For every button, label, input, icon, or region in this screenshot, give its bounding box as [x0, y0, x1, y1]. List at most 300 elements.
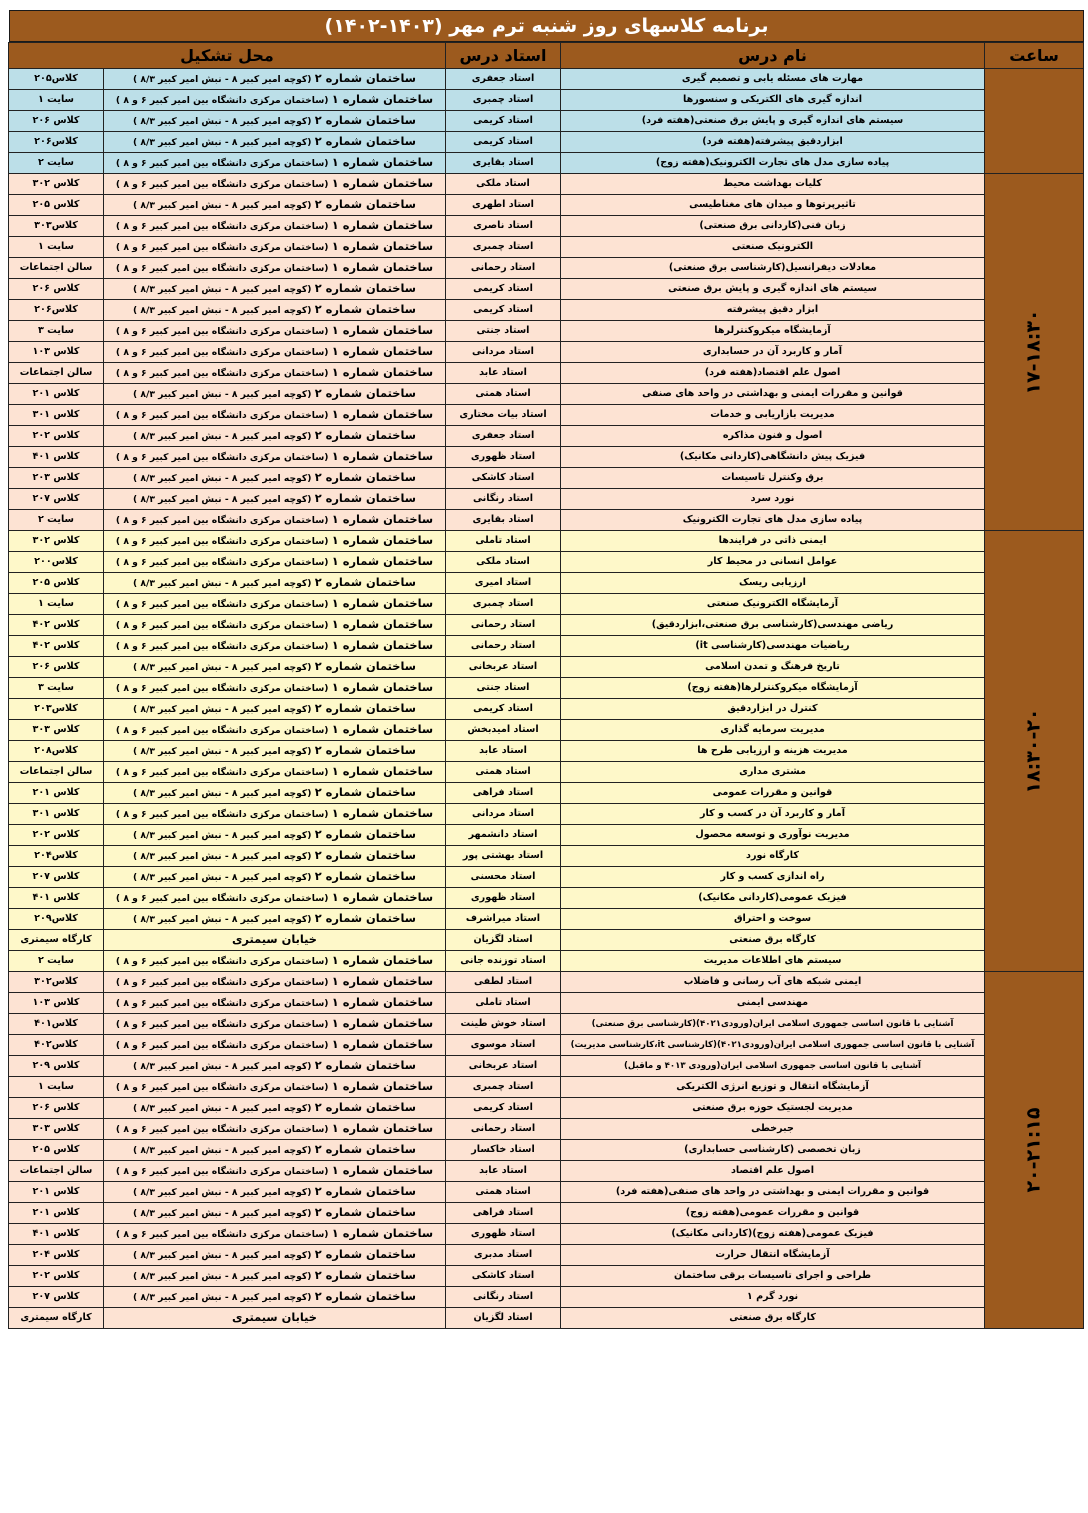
building-address: (ساختمان مرکزی دانشگاه بین امیر کبیر ۶ و ۸ ) — [115, 263, 329, 274]
location-cell — [104, 1161, 446, 1182]
building-name: ساختمان شماره ۱ — [331, 680, 434, 694]
teacher-name: استاد رحمانی — [446, 636, 561, 657]
time-slot — [985, 174, 1084, 531]
building-address: (ساختمان مرکزی دانشگاه بین امیر کبیر ۶ و ۸ ) — [115, 1019, 329, 1030]
room-name: کلاس ۴۰۱ — [8, 888, 103, 909]
course-name: فیزیک عمومی(هفته زوج)(کاردانی مکانیک) — [561, 1224, 985, 1245]
building-name: ساختمان شماره ۱ — [331, 806, 434, 820]
time-slot-label: ۲۰-۲۱:۱۵ — [1022, 1107, 1045, 1193]
header-time: ساعت — [985, 43, 1084, 69]
teacher-name: استاد همتی — [446, 384, 561, 405]
building-address: (ساختمان مرکزی دانشگاه بین امیر کبیر ۶ و ۸ ) — [115, 809, 329, 820]
room-name: کلاس ۲۰۶ — [8, 1098, 103, 1119]
location-cell — [104, 699, 446, 720]
building-name: ساختمان شماره ۱ — [331, 218, 434, 232]
location-cell — [104, 342, 446, 363]
teacher-name: استاد کریمی — [446, 300, 561, 321]
course-name: آشنایی با قانون اساسی جمهوری اسلامی ایران(ورودی۴۰۲۱)(کارشناسی it،کارشناسی مدیریت) — [561, 1035, 985, 1056]
room-name: کلاس ۱۰۳ — [8, 342, 103, 363]
building-address: (کوچه امیر کبیر ۸ - نبش امیر کبیر ۸/۳ ) — [132, 473, 312, 484]
location-cell — [104, 888, 446, 909]
teacher-name: استاد کریمی — [446, 279, 561, 300]
table-row — [8, 993, 1083, 1014]
location-cell — [104, 1014, 446, 1035]
building-address: (کوچه امیر کبیر ۸ - نبش امیر کبیر ۸/۳ ) — [132, 1271, 312, 1282]
course-name: آزمایشگاه انتقال و توزیع انرژی الکتریکی — [561, 1077, 985, 1098]
teacher-name: استاد رحمانی — [446, 615, 561, 636]
location-cell — [104, 132, 446, 153]
table-row — [8, 657, 1083, 678]
location-cell — [104, 552, 446, 573]
teacher-name: استاد بیات مختاری — [446, 405, 561, 426]
room-name: کلاس ۲۰۹ — [8, 1056, 103, 1077]
table-row — [8, 384, 1083, 405]
teacher-name: استاد دانشمهر — [446, 825, 561, 846]
table-row — [8, 951, 1083, 972]
course-name: قوانین و مقررات ایمنی و بهداشتی در واحد های صنفی(هفته فرد) — [561, 1182, 985, 1203]
teacher-name: استاد کریمی — [446, 1098, 561, 1119]
table-row — [8, 636, 1083, 657]
teacher-name: استاد چمبری — [446, 594, 561, 615]
teacher-name: استاد اطهری — [446, 195, 561, 216]
table-row — [8, 132, 1083, 153]
course-name: اندازه گیری های الکتریکی و سنسورها — [561, 90, 985, 111]
room-name: کارگاه سیمتری — [8, 1308, 103, 1329]
table-row — [8, 1056, 1083, 1077]
course-name: آشنایی با قانون اساسی جمهوری اسلامی ایران(ورودی۴۰۲۱)(کارشناسی برق صنعتی) — [561, 1014, 985, 1035]
schedule-body — [8, 69, 1083, 1329]
table-row — [8, 720, 1083, 741]
building-address: (کوچه امیر کبیر ۸ - نبش امیر کبیر ۸/۳ ) — [132, 431, 312, 442]
course-name: آزمایشگاه انتقال حرارت — [561, 1245, 985, 1266]
course-name: اصول علم اقتصاد — [561, 1161, 985, 1182]
location-cell — [104, 846, 446, 867]
table-row — [8, 321, 1083, 342]
course-name: ابزار دقیق پیشرفته — [561, 300, 985, 321]
teacher-name: استاد موسوی — [446, 1035, 561, 1056]
course-name: طراحی و اجرای تاسیسات برقی ساختمان — [561, 1266, 985, 1287]
table-row — [8, 1119, 1083, 1140]
teacher-name: استاد کاشکی — [446, 468, 561, 489]
course-name: آزمایشگاه الکترونیک صنعتی — [561, 594, 985, 615]
teacher-name: استاد امیری — [446, 573, 561, 594]
table-row — [8, 510, 1083, 531]
room-name: سایت ۱ — [8, 237, 103, 258]
building-name: ساختمان شماره ۲ — [314, 1289, 416, 1303]
room-name: کلاس ۲۰۷ — [8, 867, 103, 888]
room-name: کلاس ۱۰۳ — [8, 993, 103, 1014]
room-name: سایت ۳ — [8, 678, 103, 699]
room-name: کلاس ۲۰۴ — [8, 1245, 103, 1266]
room-name: سایت ۱ — [8, 90, 103, 111]
building-name: ساختمان شماره ۲ — [314, 281, 416, 295]
building-address: (ساختمان مرکزی دانشگاه بین امیر کبیر ۶ و ۸ ) — [115, 683, 329, 694]
room-name: کلاس ۲۰۶ — [8, 111, 103, 132]
room-name: کلاس ۴۰۲ — [8, 615, 103, 636]
table-row — [8, 363, 1083, 384]
table-row — [8, 531, 1083, 552]
building-name: ساختمان شماره ۲ — [314, 302, 416, 316]
building-address: (ساختمان مرکزی دانشگاه بین امیر کبیر ۶ و ۸ ) — [115, 410, 329, 421]
time-slot — [985, 972, 1084, 1329]
location-cell — [104, 1182, 446, 1203]
room-name: کلاس ۳۰۳ — [8, 720, 103, 741]
course-name: کنترل در ابزاردقیق — [561, 699, 985, 720]
building-address: (کوچه امیر کبیر ۸ - نبش امیر کبیر ۸/۳ ) — [132, 1103, 312, 1114]
building-name: ساختمان شماره ۱ — [331, 617, 434, 631]
building-address: (کوچه امیر کبیر ۸ - نبش امیر کبیر ۸/۳ ) — [132, 1292, 312, 1303]
location-cell — [104, 426, 446, 447]
course-name: برق وکنترل تاسیسات — [561, 468, 985, 489]
location-cell — [104, 783, 446, 804]
location-cell — [104, 741, 446, 762]
teacher-name: استاد عابد — [446, 741, 561, 762]
teacher-name: استاد ظهوری — [446, 888, 561, 909]
table-row — [8, 972, 1083, 993]
building-name: خیابان سیمتری — [231, 1310, 318, 1324]
table-row — [8, 1266, 1083, 1287]
building-name: ساختمان شماره ۲ — [314, 785, 416, 799]
building-address: (ساختمان مرکزی دانشگاه بین امیر کبیر ۶ و ۸ ) — [115, 1082, 329, 1093]
building-address: (ساختمان مرکزی دانشگاه بین امیر کبیر ۶ و ۸ ) — [115, 515, 329, 526]
room-name: کلاس ۳۰۱ — [8, 804, 103, 825]
course-name: الکترونیک صنعتی — [561, 237, 985, 258]
table-row — [8, 174, 1083, 195]
location-cell — [104, 636, 446, 657]
teacher-name: استاد همتی — [446, 762, 561, 783]
building-name: ساختمان شماره ۱ — [331, 239, 434, 253]
course-name: راه اندازی کسب و کار — [561, 867, 985, 888]
location-cell — [104, 300, 446, 321]
table-row — [8, 1098, 1083, 1119]
building-address: (کوچه امیر کبیر ۸ - نبش امیر کبیر ۸/۳ ) — [132, 74, 312, 85]
building-address: (کوچه امیر کبیر ۸ - نبش امیر کبیر ۸/۳ ) — [132, 914, 312, 925]
location-cell — [104, 594, 446, 615]
table-row — [8, 300, 1083, 321]
table-row — [8, 867, 1083, 888]
room-name: سایت ۲ — [8, 510, 103, 531]
building-name: ساختمان شماره ۱ — [331, 1037, 434, 1051]
building-address: (ساختمان مرکزی دانشگاه بین امیر کبیر ۶ و ۸ ) — [115, 452, 329, 463]
schedule-sheet — [9, 10, 1084, 1329]
course-name: آمار و کاربرد آن در حسابداری — [561, 342, 985, 363]
time-slot-label: ۱۷-۱۸:۳۰ — [1022, 309, 1045, 395]
location-cell — [104, 237, 446, 258]
room-name: کلاس ۲۰۲ — [8, 825, 103, 846]
table-row — [8, 195, 1083, 216]
table-row — [8, 552, 1083, 573]
room-name: کلاس۲۰۰ — [8, 552, 103, 573]
table-row — [8, 69, 1083, 90]
room-name: کلاس ۴۰۲ — [8, 636, 103, 657]
teacher-name: استاد رنگانی — [446, 489, 561, 510]
room-name: کلاس ۲۰۲ — [8, 426, 103, 447]
building-name: ساختمان شماره ۲ — [314, 1184, 416, 1198]
room-name: کلاس ۲۰۷ — [8, 1287, 103, 1308]
table-row — [8, 699, 1083, 720]
course-name: آزمایشگاه میکروکنترلرها — [561, 321, 985, 342]
room-name: سایت ۱ — [8, 594, 103, 615]
building-address: (ساختمان مرکزی دانشگاه بین امیر کبیر ۶ و ۸ ) — [115, 158, 329, 169]
building-address: (کوچه امیر کبیر ۸ - نبش امیر کبیر ۸/۳ ) — [132, 578, 312, 589]
course-name: مشتری مداری — [561, 762, 985, 783]
room-name: کلاس۴۰۲ — [8, 1035, 103, 1056]
room-name: کلاس ۲۰۲ — [8, 1266, 103, 1287]
location-cell — [104, 1224, 446, 1245]
schedule-table — [8, 42, 1084, 1329]
course-name: نورد گرم ۱ — [561, 1287, 985, 1308]
building-name: ساختمان شماره ۲ — [314, 827, 416, 841]
table-row — [8, 741, 1083, 762]
course-name: تاثیرپرتوها و میدان های مغناطیسی — [561, 195, 985, 216]
location-cell — [104, 363, 446, 384]
room-name: کلاس ۴۰۱ — [8, 1224, 103, 1245]
course-name: سیستم های اندازه گیری و پایش برق صنعتی — [561, 279, 985, 300]
building-name: ساختمان شماره ۲ — [314, 428, 416, 442]
teacher-name: استاد خاکسار — [446, 1140, 561, 1161]
teacher-name: استاد مدبری — [446, 1245, 561, 1266]
room-name: سالن اجتماعات — [8, 1161, 103, 1182]
teacher-name: استاد جعفری — [446, 426, 561, 447]
course-name: قوانین و مقررات عمومی — [561, 783, 985, 804]
room-name: سالن اجتماعات — [8, 762, 103, 783]
building-address: (ساختمان مرکزی دانشگاه بین امیر کبیر ۶ و ۸ ) — [115, 95, 329, 106]
table-row — [8, 111, 1083, 132]
course-name: نورد سرد — [561, 489, 985, 510]
room-name: کلاس ۳۰۲ — [8, 174, 103, 195]
location-cell — [104, 951, 446, 972]
building-name: ساختمان شماره ۱ — [331, 722, 434, 736]
teacher-name: استاد محسنی — [446, 867, 561, 888]
table-row — [8, 279, 1083, 300]
course-name: سوخت و احتراق — [561, 909, 985, 930]
course-name: قوانین و مقررات عمومی(هفته زوج) — [561, 1203, 985, 1224]
building-address: (ساختمان مرکزی دانشگاه بین امیر کبیر ۶ و ۸ ) — [115, 557, 329, 568]
room-name: کلاس ۲۰۵ — [8, 573, 103, 594]
location-cell — [104, 216, 446, 237]
teacher-name: استاد ملکی — [446, 552, 561, 573]
room-name: کلاس۳۰۳ — [8, 216, 103, 237]
building-name: ساختمان شماره ۱ — [331, 1163, 434, 1177]
building-name: ساختمان شماره ۲ — [314, 743, 416, 757]
room-name: کلاس ۳۰۲ — [8, 531, 103, 552]
teacher-name: استاد لگزیان — [446, 1308, 561, 1329]
course-name: مدیریت نوآوری و توسعه محصول — [561, 825, 985, 846]
course-name: ریاضیات مهندسی(کارشناسی it) — [561, 636, 985, 657]
building-address: (ساختمان مرکزی دانشگاه بین امیر کبیر ۶ و ۸ ) — [115, 725, 329, 736]
table-row — [8, 468, 1083, 489]
table-row — [8, 573, 1083, 594]
building-address: (کوچه امیر کبیر ۸ - نبش امیر کبیر ۸/۳ ) — [132, 662, 312, 673]
room-name: سالن اجتماعات — [8, 258, 103, 279]
room-name: کلاس۴۰۱ — [8, 1014, 103, 1035]
table-row — [8, 1308, 1083, 1329]
location-cell — [104, 657, 446, 678]
table-row — [8, 447, 1083, 468]
teacher-name: استاد بقایری — [446, 153, 561, 174]
room-name: کلاس ۲۰۵ — [8, 1140, 103, 1161]
building-address: (کوچه امیر کبیر ۸ - نبش امیر کبیر ۸/۳ ) — [132, 284, 312, 295]
course-name: مدیریت هزینه و ارزیابی طرح ها — [561, 741, 985, 762]
table-row — [8, 405, 1083, 426]
building-address: (کوچه امیر کبیر ۸ - نبش امیر کبیر ۸/۳ ) — [132, 851, 312, 862]
table-row — [8, 930, 1083, 951]
location-cell — [104, 993, 446, 1014]
location-cell — [104, 384, 446, 405]
course-name: پیاده سازی مدل های تجارت الکترونیک — [561, 510, 985, 531]
header-course: نام درس — [561, 43, 985, 69]
building-address: (کوچه امیر کبیر ۸ - نبش امیر کبیر ۸/۳ ) — [132, 116, 312, 127]
course-name: عوامل انسانی در محیط کار — [561, 552, 985, 573]
table-row — [8, 783, 1083, 804]
course-name: مدیریت سرمایه گذاری — [561, 720, 985, 741]
teacher-name: استاد ظهوری — [446, 1224, 561, 1245]
table-row — [8, 1224, 1083, 1245]
room-name: کلاس ۲۰۱ — [8, 1182, 103, 1203]
building-name: ساختمان شماره ۱ — [331, 176, 434, 190]
location-cell — [104, 1203, 446, 1224]
building-address: (کوچه امیر کبیر ۸ - نبش امیر کبیر ۸/۳ ) — [132, 788, 312, 799]
room-name: کلاس۲۰۸ — [8, 741, 103, 762]
building-name: ساختمان شماره ۲ — [314, 1142, 416, 1156]
teacher-name: استاد کریمی — [446, 111, 561, 132]
teacher-name: استاد تاملی — [446, 993, 561, 1014]
teacher-name: استاد عابد — [446, 363, 561, 384]
teacher-name: استاد کریمی — [446, 699, 561, 720]
course-name: ایمنی ذاتی در فرایندها — [561, 531, 985, 552]
table-row — [8, 888, 1083, 909]
room-name: کلاس ۲۰۱ — [8, 384, 103, 405]
location-cell — [104, 909, 446, 930]
table-row — [8, 846, 1083, 867]
building-address: (ساختمان مرکزی دانشگاه بین امیر کبیر ۶ و ۸ ) — [115, 326, 329, 337]
location-cell — [104, 1287, 446, 1308]
course-name: زبان فنی(کاردانی برق صنعتی) — [561, 216, 985, 237]
teacher-name: استاد بهشتی پور — [446, 846, 561, 867]
building-name: خیابان سیمتری — [231, 932, 318, 946]
room-name: سالن اجتماعات — [8, 363, 103, 384]
building-address: (ساختمان مرکزی دانشگاه بین امیر کبیر ۶ و ۸ ) — [115, 599, 329, 610]
building-name: ساختمان شماره ۱ — [331, 953, 434, 967]
building-name: ساختمان شماره ۲ — [314, 848, 416, 862]
building-name: ساختمان شماره ۱ — [331, 596, 434, 610]
building-name: ساختمان شماره ۱ — [331, 995, 434, 1009]
teacher-name: استاد مردانی — [446, 342, 561, 363]
building-name: ساختمان شماره ۱ — [331, 1016, 434, 1030]
building-name: ساختمان شماره ۱ — [331, 92, 434, 106]
building-name: ساختمان شماره ۲ — [314, 869, 416, 883]
course-name: مدیریت بازاریابی و خدمات — [561, 405, 985, 426]
building-address: (کوچه امیر کبیر ۸ - نبش امیر کبیر ۸/۳ ) — [132, 830, 312, 841]
teacher-name: استاد خوش طینت — [446, 1014, 561, 1035]
building-name: ساختمان شماره ۱ — [331, 1121, 434, 1135]
teacher-name: استاد رحمانی — [446, 258, 561, 279]
room-name: کلاس۲۰۵ — [8, 69, 103, 90]
room-name: کلاس ۴۰۱ — [8, 447, 103, 468]
teacher-name: استاد کاشکی — [446, 1266, 561, 1287]
course-name: کارگاه برق صنعتی — [561, 930, 985, 951]
building-address: (ساختمان مرکزی دانشگاه بین امیر کبیر ۶ و ۸ ) — [115, 1124, 329, 1135]
teacher-name: استاد رحمانی — [446, 1119, 561, 1140]
building-name: ساختمان شماره ۲ — [314, 911, 416, 925]
room-name: کلاس ۲۰۱ — [8, 783, 103, 804]
table-row — [8, 1161, 1083, 1182]
teacher-name: استاد فراهی — [446, 1203, 561, 1224]
course-name: آشنایی با قانون اساسی جمهوری اسلامی ایران(ورودی ۴۰۱۳ و ماقبل) — [561, 1056, 985, 1077]
building-address: (کوچه امیر کبیر ۸ - نبش امیر کبیر ۸/۳ ) — [132, 872, 312, 883]
building-address: (کوچه امیر کبیر ۸ - نبش امیر کبیر ۸/۳ ) — [132, 494, 312, 505]
location-cell — [104, 1266, 446, 1287]
location-cell — [104, 510, 446, 531]
location-cell — [104, 1098, 446, 1119]
teacher-name: استاد جنتی — [446, 678, 561, 699]
location-cell — [104, 174, 446, 195]
time-slot-label: ۱۸:۳۰-۲۰ — [1022, 708, 1045, 794]
table-row — [8, 1245, 1083, 1266]
room-name: کلاس ۳۰۱ — [8, 405, 103, 426]
building-address: (کوچه امیر کبیر ۸ - نبش امیر کبیر ۸/۳ ) — [132, 1187, 312, 1198]
building-name: ساختمان شماره ۲ — [314, 659, 416, 673]
building-name: ساختمان شماره ۲ — [314, 1058, 416, 1072]
location-cell — [104, 867, 446, 888]
table-row — [8, 342, 1083, 363]
course-name: پیاده سازی مدل های تجارت الکترونیک(هفته زوج) — [561, 153, 985, 174]
building-address: (ساختمان مرکزی دانشگاه بین امیر کبیر ۶ و ۸ ) — [115, 977, 329, 988]
course-name: آمار و کاربرد آن در کسب و کار — [561, 804, 985, 825]
location-cell — [104, 111, 446, 132]
course-name: تاریخ فرهنگ و تمدن اسلامی — [561, 657, 985, 678]
table-row — [8, 258, 1083, 279]
table-row — [8, 489, 1083, 510]
building-address: (کوچه امیر کبیر ۸ - نبش امیر کبیر ۸/۳ ) — [132, 1208, 312, 1219]
teacher-name: استاد مردانی — [446, 804, 561, 825]
building-name: ساختمان شماره ۲ — [314, 491, 416, 505]
room-name: کلاس ۲۰۵ — [8, 195, 103, 216]
room-name: کلاس ۲۰۳ — [8, 468, 103, 489]
course-name: سیستم های اطلاعات مدیریت — [561, 951, 985, 972]
building-name: ساختمان شماره ۱ — [331, 764, 434, 778]
room-name: کلاس ۲۰۱ — [8, 1203, 103, 1224]
room-name: سایت ۱ — [8, 1077, 103, 1098]
location-cell — [104, 678, 446, 699]
time-slot — [985, 531, 1084, 972]
teacher-name: استاد جنتی — [446, 321, 561, 342]
building-name: ساختمان شماره ۲ — [314, 113, 416, 127]
location-cell — [104, 573, 446, 594]
location-cell — [104, 321, 446, 342]
location-cell — [104, 930, 446, 951]
teacher-name: استاد ناصری — [446, 216, 561, 237]
course-name: اصول علم اقتصاد(هفته فرد) — [561, 363, 985, 384]
building-name: ساختمان شماره ۱ — [331, 344, 434, 358]
building-name: ساختمان شماره ۲ — [314, 71, 416, 85]
teacher-name: استاد امیدبخش — [446, 720, 561, 741]
course-name: اصول و فنون مذاکره — [561, 426, 985, 447]
room-name: سایت ۲ — [8, 153, 103, 174]
building-address: (ساختمان مرکزی دانشگاه بین امیر کبیر ۶ و ۸ ) — [115, 620, 329, 631]
room-name: کلاس۳۰۲ — [8, 972, 103, 993]
course-name: جبرخطی — [561, 1119, 985, 1140]
building-name: ساختمان شماره ۲ — [314, 1247, 416, 1261]
building-address: (کوچه امیر کبیر ۸ - نبش امیر کبیر ۸/۳ ) — [132, 305, 312, 316]
building-name: ساختمان شماره ۱ — [331, 1226, 434, 1240]
building-address: (ساختمان مرکزی دانشگاه بین امیر کبیر ۶ و ۸ ) — [115, 956, 329, 967]
building-address: (ساختمان مرکزی دانشگاه بین امیر کبیر ۶ و ۸ ) — [115, 1229, 329, 1240]
table-row — [8, 1077, 1083, 1098]
building-address: (ساختمان مرکزی دانشگاه بین امیر کبیر ۶ و ۸ ) — [115, 893, 329, 904]
building-address: (کوچه امیر کبیر ۸ - نبش امیر کبیر ۸/۳ ) — [132, 200, 312, 211]
teacher-name: استاد لطفی — [446, 972, 561, 993]
